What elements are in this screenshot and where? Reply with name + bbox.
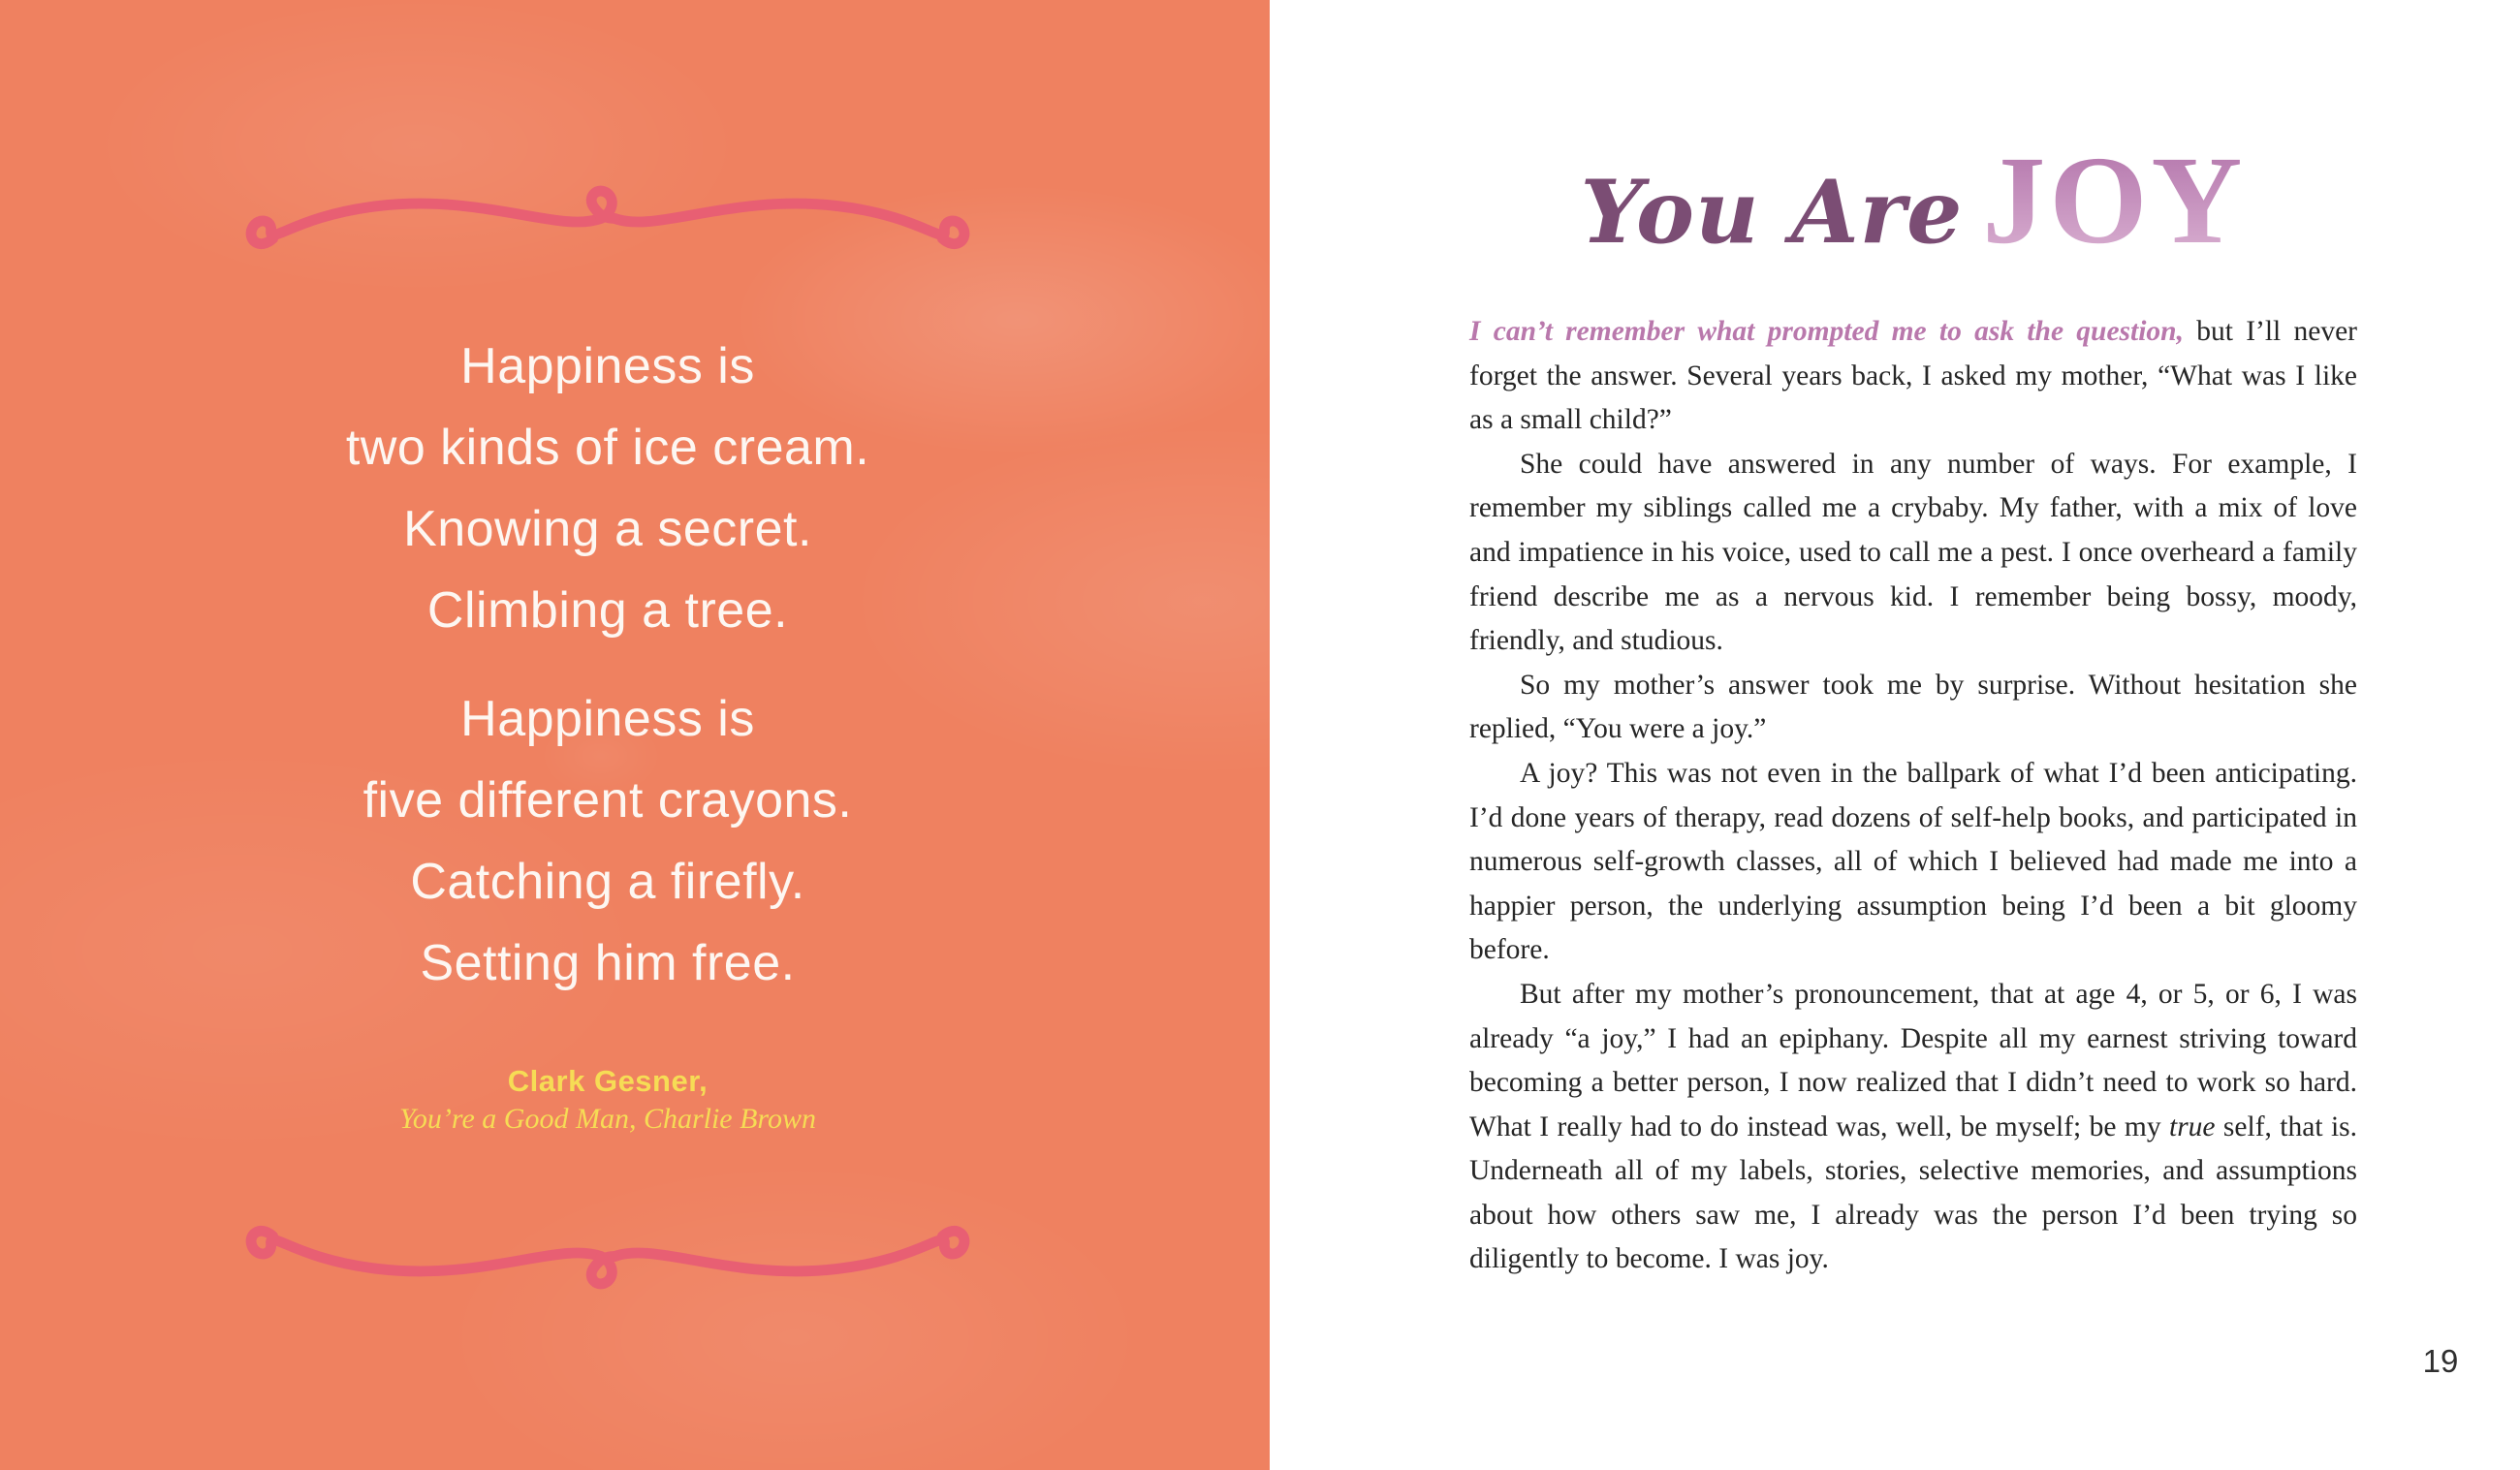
quote-line: Happiness is xyxy=(460,338,755,394)
quote-line: Knowing a secret. xyxy=(403,501,812,557)
quote-stanza-2 xyxy=(172,678,1044,1004)
paragraph xyxy=(1469,752,2357,973)
paragraph xyxy=(1469,310,2357,443)
chapter-title-word: JOY xyxy=(1982,131,2247,270)
paragraph xyxy=(1469,443,2357,664)
quote-line: five different crayons. xyxy=(362,772,853,829)
lead-in-text: I can’t remember what prompted me to ask the question, xyxy=(1469,316,2184,347)
paragraph xyxy=(1469,664,2357,752)
body-run: A joy? This was not even in the ballpark of what I’d been anticipating. I’d done years of therapy, read dozens of self-help books, and participated in numerous self-growth classes, all of which I believed had made me into a happier person, the underlying assumption being I’d been a bit gloomy before. xyxy=(1469,757,2357,966)
body-run: true xyxy=(2169,1110,2216,1142)
page-number: 19 xyxy=(2422,1343,2459,1379)
body-run: but I’ll never forget the answer. Several years back, I asked my mother, “What was I like as a small child?” xyxy=(1469,316,2358,436)
quote-attribution-name: Clark Gesner, xyxy=(507,1064,709,1098)
chapter-title xyxy=(1469,131,2357,270)
quote-attribution-work: You’re a Good Man, Charlie Brown xyxy=(398,1103,817,1135)
body-run: But after my mother’s pronouncement, that at age 4, or 5, or 6, I was already “a joy,” I had an epiphany. Despite all my earnest striving toward becoming a better person, I now realized that I didn’t need to work so hard. What I really had to do instead was, well, be myself; be my xyxy=(1469,978,2357,1142)
right-page xyxy=(1270,0,2520,1470)
body-run: self, that is. Underneath all of my labels, stories, selective memories, and assumptions about how others saw me, I already was the person I’d been trying so diligently to become. I was joy. xyxy=(1469,1110,2357,1275)
body-run: So my mother’s answer took me by surprise. Without hesitation she replied, “You were a joy.” xyxy=(1469,669,2357,745)
quote-line: Climbing a tree. xyxy=(426,582,789,639)
paragraph xyxy=(1469,973,2357,1282)
quote-line: Happiness is xyxy=(460,691,755,747)
quote-stanza-1 xyxy=(172,326,1044,651)
body-text xyxy=(1469,310,2357,1282)
chapter-title-prefix: You Are xyxy=(1580,161,1964,264)
quote-line: two kinds of ice cream. xyxy=(345,420,870,476)
quote-line: Catching a firefly. xyxy=(410,854,805,910)
body-run: She could have answered in any number of ways. For example, I remember my siblings called me a crybaby. My father, with a mix of love and impatience in his voice, used to call me a pest. I once overheard a family friend describe me as a nervous kid. I remember being bossy, moody, friendly, and studious. xyxy=(1469,448,2357,657)
quote-line: Setting him free. xyxy=(420,935,796,991)
flourish-divider-top xyxy=(244,158,971,264)
flourish-divider-bottom xyxy=(244,1211,971,1317)
